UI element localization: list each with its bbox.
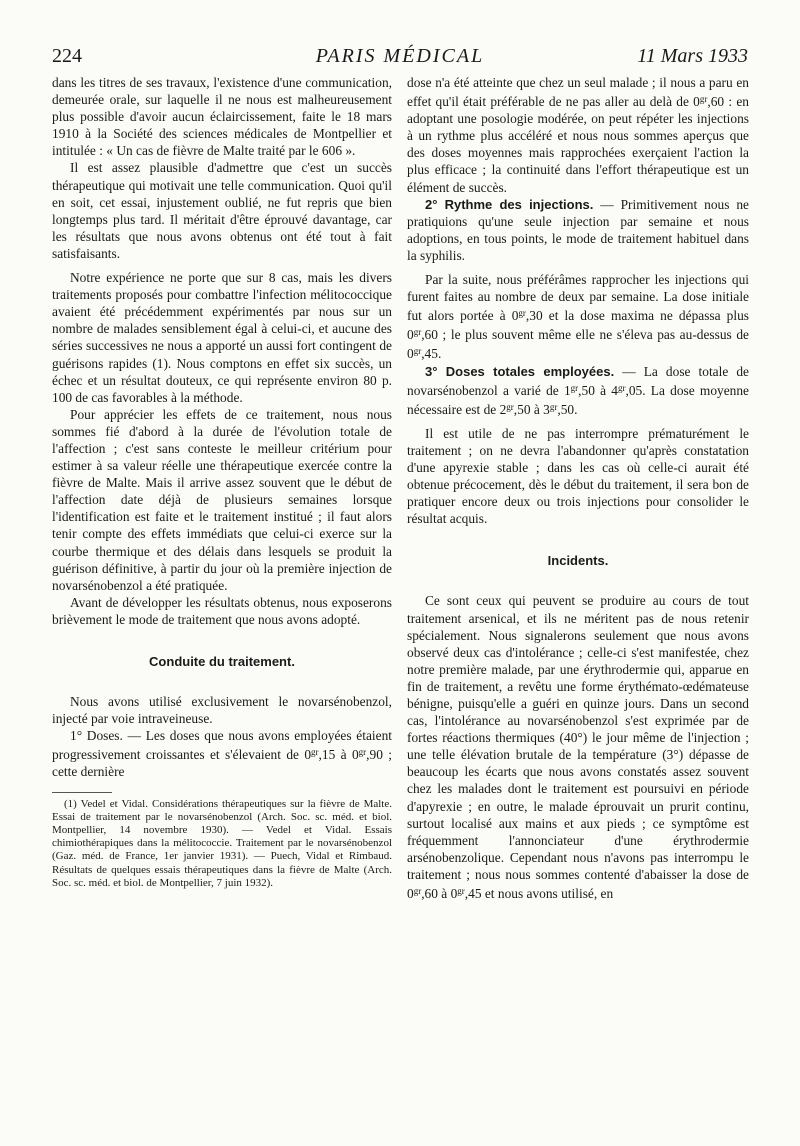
paragraph: 2° Rythme des injections. — Primitivement nous ne pratiquions qu'une seule injection par semaine et nous adoptions, en tous points, le mode de traitement habituel dans la syphilis. [407,196,749,263]
paragraph: Nous avons utilisé exclusivement le novarsénobenzol, injecté par voie intraveineuse. [52,694,392,727]
footnote-divider [52,792,112,793]
left-column [52,74,392,890]
paragraph: Il est utile de ne pas interrompre prématurément le traitement ; on ne devra l'abandonner qu'après constatation d'une apyrexie stable ; dans les cas où celle-ci aurait été obtenue précocement, dès le début du traitement, il sera bon de pratiquer encore deux ou trois injections pour consolider le résultat acquis. [407,425,749,527]
page-header [52,42,748,70]
subsection-lead: 2° Rythme des injections. [425,196,594,212]
paragraph: Avant de développer les résultats obtenus, nous exposerons brièvement le mode de traitement que nous avons adopté. [52,594,392,627]
paragraph: 3° Doses totales employées. — La dose totale de novarsénobenzol a varié de $1^{gr},50$ à $4^{gr},05$. La dose moyenne nécessaire est de $2^{gr},50$ à $3^{gr},50$. [407,363,749,417]
footnote: (1) Vedel et Vidal. Considérations thérapeutiques sur la fièvre de Malte. Essai de traitement par le novarsénobenzol (Arch. Soc. sc. méd. et biol. Montpellier, 14 novembre 1930). — Vedel et Vidal. Essais chimiothérapiques dans la mélitococcie. Traitement par le novarsénobenzol (Gaz. méd. de France, 1er janvier 1931). — Puech, Vidal et Rimbaud. Résultats de quelques essais thérapeutiques dans la fièvre de Malte (Arch. Soc. sc. méd. et biol. de Montpellier, 7 juin 1932). [52,797,392,889]
journal-title: PARIS MÉDICAL [315,45,485,67]
paragraph: dans les titres de ses travaux, l'existence d'une communication, demeurée orale, sur laquelle il ne nous est malheureusement plus possible d'avoir aucun éclaircissement, faite le 18 mars 1910 à la Société des sciences médicales de Montpellier et intitulée : « Un cas de fièvre de Malte traité par le 606 ». [52,75,392,159]
right-column [407,74,749,902]
paragraph: Notre expérience ne porte que sur 8 cas, mais les divers traitements proposés pour combattre l'infection mélitococcique avaient été précédemment expérimentés par nous sur un nombre de malades sensiblement égal à celui-ci, et aucune des séries successives ne nous a apporté un aussi fort contingent de guérisons rapides (1). Nous comptons en effet six succès, un échec et un résultat douteux, ce qui représente environ 80 p. 100 de cas favorables à la méthode. [52,270,392,405]
paragraph: Ce sont ceux qui peuvent se produire au cours de tout traitement arsenical, et ils ne méritent pas de nous retenir spécialement. Nous signalerons seulement que nous avons observé deux cas d'intolérance ; celle-ci s'est manifestée, chez notre première malade, par une érythrodermie qui, apparue en fin de traitement, a revêtu une forme érythémato-œdémateuse bénigne, puisqu'elle a guéri en quinze jours. Dans un second cas, l'intolérance au novarsénobenzol s'est exprimée par de fortes réactions thermiques (40°) le jour même de l'injection ; une telle élévation brutale de la température (3°) dépasse de beaucoup les écarts que nous avons constatés assez souvent chez les malades dont le traitement est poursuivi en période d'apyrexie ; en outre, le malade éprouvait un prurit continu, surtout localisé aux mains et aux pieds ; ce symptôme est fréquemment l'annonciateur d'une érythrodermie arsénobenzolique. Cependant nous n'avons pas interrompu le traitement ; nous nous sommes contenté d'abaisser la dose de $0^{gr},60$ à $0^{gr},45$ et nous avons utilisé, en [407,593,749,902]
paragraph: Pour apprécier les effets de ce traitement, nous nous sommes fié d'abord à la durée de l'évolution totale de l'affection ; c'est sans conteste le meilleur critérium pour estimer à sa valeur réelle une thérapeutique exercée contre la fièvre de Malte. Mais il arrive assez souvent que le début de l'affection date déjà de plusieurs semaines lorsque l'identification est faite et le traitement institué ; il faut alors tenir compte des effets immédiats que celui-ci exerce sur la courbe thermique et des délais dans lesquels se produit la guérison définitive, à partir du jour où la première injection de novarsénobenzol a été pratiquée. [52,406,392,593]
paragraph: 1° Doses. — Les doses que nous avons employées étaient progressivement croissantes et s'élevaient de $0^{gr},15$ à $0^{gr},90$ ; cette dernière [52,728,392,780]
paragraph: Il est assez plausible d'admettre que c'est un succès thérapeutique qui motivait une telle communication. Quoi qu'il en soit, cet essai, injustement oublié, ne fut repris que bien longtemps plus tard. Il méritait d'être éprouvé davantage, car les résultats que nous avons obtenus ont été tout à fait satisfaisants. [52,160,392,261]
paragraph: dose n'a été atteinte que chez un seul malade ; il nous a paru en effet qu'il était préférable de ne pas aller au delà de $0^{gr},60$ : en adoptant une posologie modérée, on peut répéter les injections à un rythme plus accéléré et nous nous sommes aperçus que des doses moyennes mais rapprochées exerçaient l'action la plus efficace ; la continuité dans l'effort thérapeutique est un élément de succès. [407,75,749,195]
paragraph: Par la suite, nous préférâmes rapprocher les injections qui furent faites au nombre de deux par semaine. La dose initiale fut alors portée à $0^{gr},30$ et la dose maxima ne dépassa plus $0^{gr},60$ ; le plus souvent même elle ne s'éleva pas au-dessus de $0^{gr},45$. [407,272,749,362]
subsection-lead: 1° Doses. [70,728,123,744]
issue-date: 11 Mars 1933 [637,45,748,67]
subsection-lead: 3° Doses totales employées. [425,363,615,379]
page-number: 224 [52,45,82,67]
section-heading: Incidents. [547,553,609,569]
section-heading: Conduite du traitement. [149,654,295,669]
